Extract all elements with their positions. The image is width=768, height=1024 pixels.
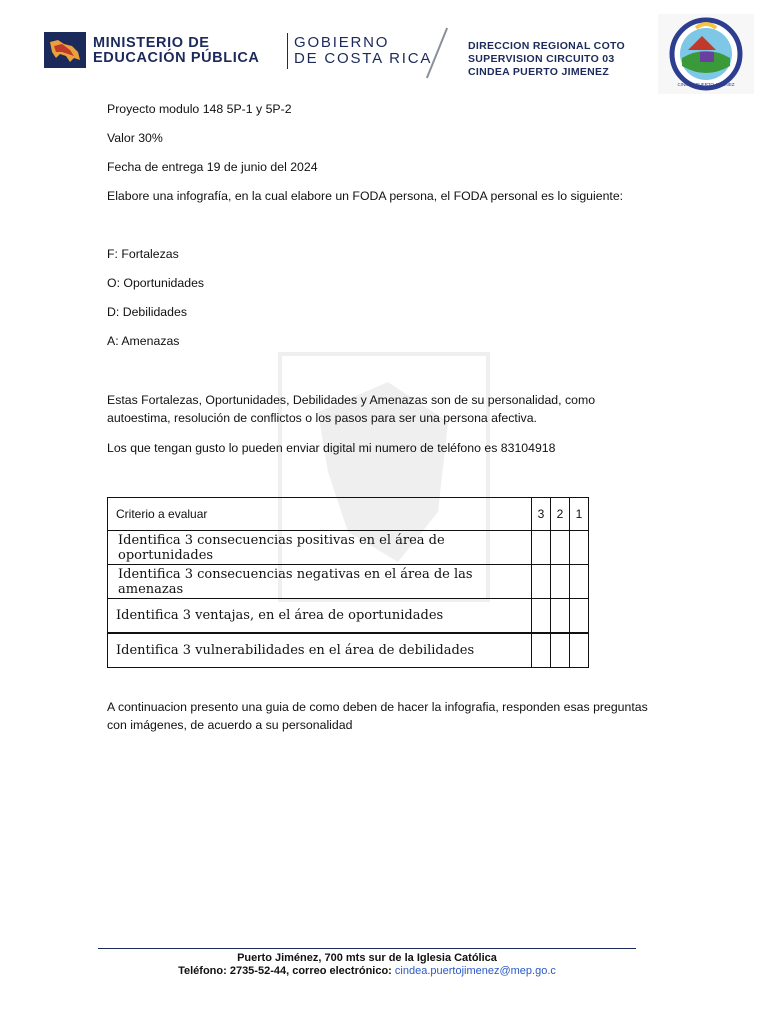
score-2-cell[interactable] (551, 599, 570, 634)
ministry-line2: EDUCACIÓN PÚBLICA (93, 50, 260, 66)
score-1-cell[interactable] (570, 633, 589, 668)
score-2-cell[interactable] (551, 633, 570, 668)
footer-address: Puerto Jiménez, 700 mts sur de la Iglesia Católica (237, 952, 497, 964)
score-1-cell[interactable] (570, 599, 589, 634)
score-3-cell[interactable] (532, 599, 551, 634)
letterhead (0, 0, 768, 100)
project-value: Valor 30% (107, 131, 163, 145)
rubric-header-row (108, 498, 589, 531)
rubric-criterion: Identifica 3 vulnerabilidades en el área de debilidades (108, 633, 532, 668)
score-3-cell[interactable] (532, 565, 551, 599)
rubric-row (108, 599, 589, 634)
due-date: Fecha de entrega 19 de junio del 2024 (107, 160, 318, 174)
digital-submission-note: Los que tengan gusto lo pueden enviar digital mi numero de teléfono es 83104918 (107, 441, 556, 455)
score-2-cell[interactable] (551, 565, 570, 599)
closing-line1: A continuacion presento una guia de como deben de hacer la infografia, responden esas preguntas (107, 700, 648, 714)
gov-line2: DE COSTA RICA (294, 50, 433, 67)
score-3-header: 3 (532, 498, 551, 531)
score-1-header: 1 (570, 498, 589, 531)
government-name (294, 35, 432, 67)
costa-rica-map-logo-icon (44, 32, 86, 68)
score-1-cell[interactable] (570, 565, 589, 599)
foda-item-o: O: Oportunidades (107, 276, 205, 290)
ministry-line1: MINISTERIO DE (93, 35, 210, 51)
footer-contact (98, 965, 636, 977)
explanation-line2: autoestima, resolución de conflictos o los pasos para ser una persona afectiva. (107, 411, 537, 425)
foda-item-f: F: Fortalezas (107, 247, 179, 261)
rubric-criterion: Identifica 3 ventajas, en el área de oportunidades (108, 599, 532, 634)
criterion-header: Criterio a evaluar (108, 498, 532, 531)
svg-text:CINDEA PUERTO JIMÉNEZ: CINDEA PUERTO JIMÉNEZ (677, 82, 735, 87)
footer-phone: Teléfono: 2735-52-44, correo electrónico: (178, 965, 395, 977)
region-line2: SUPERVISION CIRCUITO 03 (468, 53, 615, 65)
regional-office (468, 40, 625, 79)
footer-email-link[interactable]: cindea.puertojimenez@mep.go.c (394, 965, 556, 977)
explanation-line1: Estas Fortalezas, Oportunidades, Debilidades y Amenazas son de su personalidad, como (107, 393, 596, 407)
emblem-label (677, 81, 734, 87)
closing-line2: con imágenes, de acuerdo a su personalidad (107, 718, 353, 732)
gov-line1: GOBIERNO (294, 34, 390, 51)
rubric-criterion: Identifica 3 consecuencias positivas en el área de oportunidades (108, 531, 532, 565)
score-3-cell[interactable] (532, 633, 551, 668)
foda-item-a: A: Amenazas (107, 334, 180, 348)
score-1-cell[interactable] (570, 531, 589, 565)
rubric-criterion: Identifica 3 consecuencias negativas en el área de las amenazas (108, 565, 532, 599)
score-3-cell[interactable] (532, 531, 551, 565)
project-title: Proyecto modulo 148 5P-1 y 5P-2 (107, 102, 292, 116)
header-divider (287, 33, 288, 69)
region-line1: DIRECCION REGIONAL COTO (468, 40, 626, 52)
score-2-header: 2 (551, 498, 570, 531)
rubric-row (108, 565, 589, 599)
foda-item-d: D: Debilidades (107, 305, 187, 319)
footer-divider (98, 948, 636, 949)
evaluation-rubric-table (107, 497, 589, 668)
region-line3: CINDEA PUERTO JIMENEZ (468, 66, 610, 78)
rubric-row (108, 531, 589, 565)
ministry-name (93, 36, 259, 66)
instruction-text: Elabore una infografía, en la cual elabore un FODA persona, el FODA personal es lo siguiente: (107, 189, 624, 203)
rubric-row (108, 633, 589, 668)
score-2-cell[interactable] (551, 531, 570, 565)
cindea-emblem-icon (658, 14, 754, 94)
